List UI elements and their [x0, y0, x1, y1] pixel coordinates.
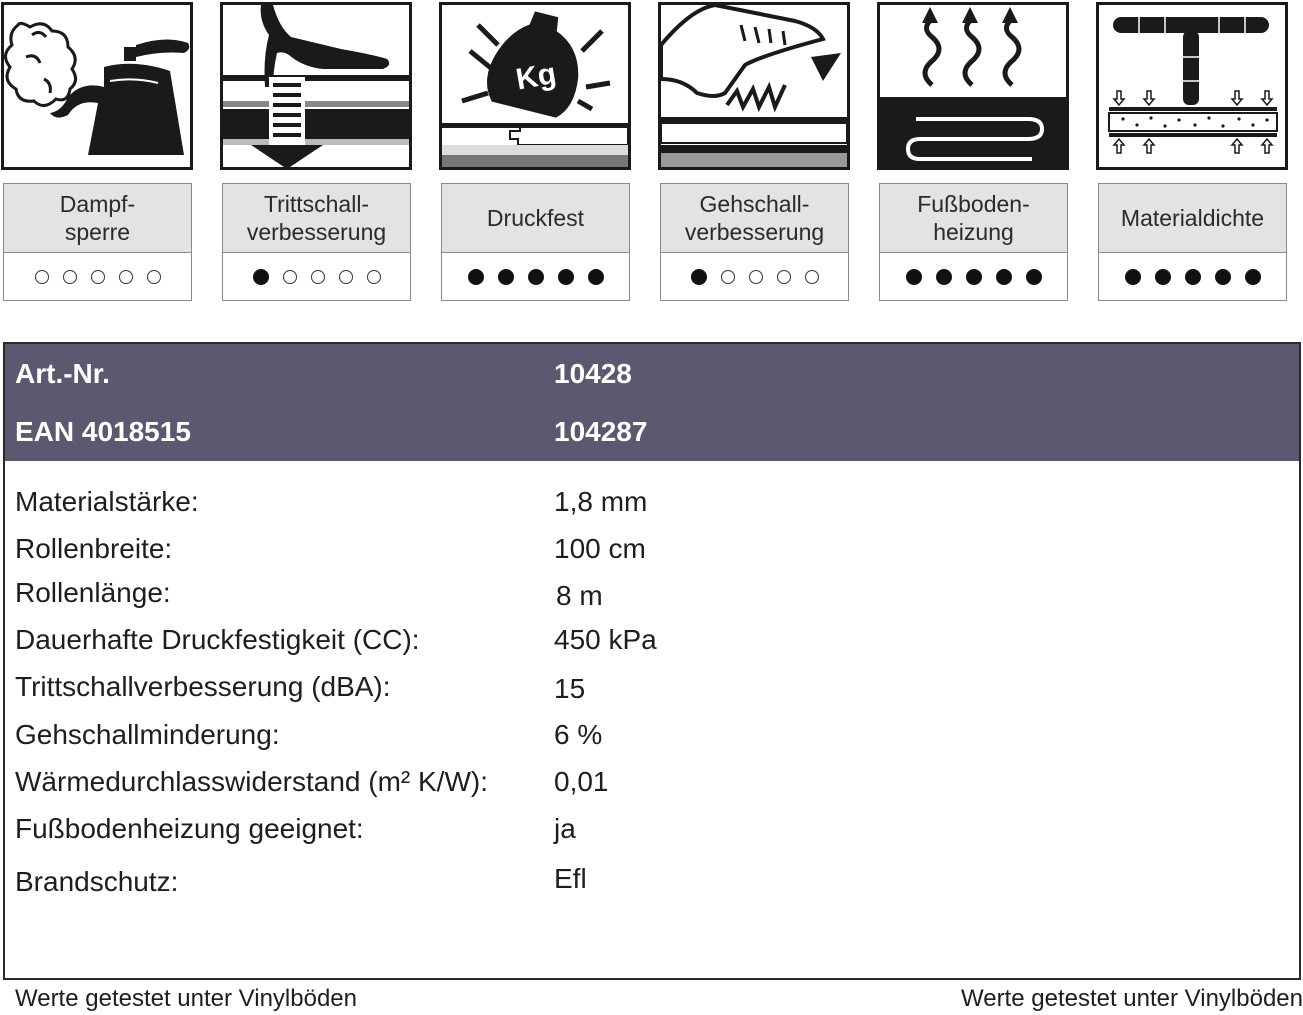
feature-tile-materialdichte — [1096, 0, 1288, 302]
rating-dot-filled — [906, 269, 922, 285]
rating-dot-empty — [805, 270, 819, 284]
feature-label: Druckfest — [441, 183, 630, 253]
rating-dots — [660, 253, 849, 301]
rating-dot-filled — [1125, 269, 1141, 285]
rating-dot-filled — [1245, 269, 1261, 285]
rating-dot-empty — [339, 270, 353, 284]
rating-dot-empty — [749, 270, 763, 284]
material-density-icon — [1099, 5, 1285, 167]
rating-dot-filled — [1155, 269, 1171, 285]
rating-dots — [3, 253, 192, 301]
rating-dots — [222, 253, 411, 301]
footer-note-left: Werte getestet unter Vinylböden — [15, 985, 357, 1012]
weight-kg-icon — [442, 5, 628, 167]
rating-dot-empty — [283, 270, 297, 284]
spec-value: 450 kPa — [554, 624, 657, 655]
feature-tile-druckfest — [439, 0, 631, 302]
feature-tile-gehschall — [658, 0, 850, 302]
rating-dot-filled — [498, 269, 514, 285]
spec-label: Rollenlänge: — [15, 577, 171, 608]
article-number-row — [5, 358, 1299, 398]
rating-dot-filled — [966, 269, 982, 285]
rating-dot-empty — [147, 270, 161, 284]
rating-dot-filled — [468, 269, 484, 285]
feature-label: Dampf- sperre — [3, 183, 192, 253]
ean-label: EAN 4018515 — [15, 416, 191, 447]
spec-header — [5, 344, 1299, 461]
kettle-steam-icon — [4, 5, 190, 167]
spec-value: 6 % — [554, 719, 603, 750]
feature-label: Materialdichte — [1098, 183, 1287, 253]
rating-dot-empty — [63, 270, 77, 284]
spec-label: Wärmedurchlasswiderstand (m² K/W): — [15, 766, 488, 797]
spec-table — [3, 342, 1301, 980]
rating-dot-filled — [528, 269, 544, 285]
rating-dot-filled — [936, 269, 952, 285]
rating-dot-filled — [253, 269, 269, 285]
spec-value: ja — [554, 813, 576, 844]
spec-label: Rollenbreite: — [15, 533, 173, 564]
spec-value: 8 m — [556, 580, 603, 611]
footer-note-right: Werte getestet unter Vinylböden — [961, 985, 1303, 1012]
rating-dot-empty — [119, 270, 133, 284]
rating-dot-filled — [588, 269, 604, 285]
svg-text:Kg: Kg — [513, 57, 559, 97]
rating-dot-empty — [91, 270, 105, 284]
rating-dots — [1098, 253, 1287, 301]
spec-value: 100 cm — [554, 533, 646, 564]
feature-label: Trittschall- verbesserung — [222, 183, 411, 253]
ean-row — [5, 416, 1299, 456]
spec-value: 15 — [554, 673, 586, 704]
rating-dot-filled — [558, 269, 574, 285]
rating-dot-empty — [367, 270, 381, 284]
rating-dot-filled — [996, 269, 1012, 285]
ean-value: 104287 — [554, 416, 648, 447]
spec-label: Dauerhafte Druckfestigkeit (CC): — [15, 624, 420, 655]
rating-dot-filled — [691, 269, 707, 285]
spec-label: Fußbodenheizung geeignet: — [15, 813, 364, 844]
rating-dot-empty — [777, 270, 791, 284]
feature-tile-trittschall — [220, 0, 412, 302]
floor-heating-icon — [880, 5, 1066, 167]
rating-dot-empty — [721, 270, 735, 284]
spec-value: Efl — [554, 863, 587, 894]
rating-dot-filled — [1185, 269, 1201, 285]
feature-tile-dampfsperre — [1, 0, 193, 302]
spec-label: Trittschallverbesserung (dBA): — [15, 671, 391, 702]
article-number-value: 10428 — [554, 358, 632, 389]
spec-label: Materialstärke: — [15, 486, 199, 517]
rating-dot-filled — [1026, 269, 1042, 285]
spec-value: 1,8 mm — [554, 486, 648, 517]
feature-tile-fussbodenheizung — [877, 0, 1069, 302]
high-heel-impact-icon — [223, 5, 409, 167]
rating-dot-empty — [311, 270, 325, 284]
rating-dot-filled — [1215, 269, 1231, 285]
shoe-sound-icon — [661, 5, 847, 167]
spec-label: Brandschutz: — [15, 866, 179, 897]
rating-dots — [879, 253, 1068, 301]
feature-label: Fußboden- heizung — [879, 183, 1068, 253]
feature-label: Gehschall- verbesserung — [660, 183, 849, 253]
spec-value: 0,01 — [554, 766, 609, 797]
spec-label: Gehschallminderung: — [15, 719, 280, 750]
article-number-label: Art.-Nr. — [15, 358, 110, 389]
rating-dots — [441, 253, 630, 301]
rating-dot-empty — [35, 270, 49, 284]
